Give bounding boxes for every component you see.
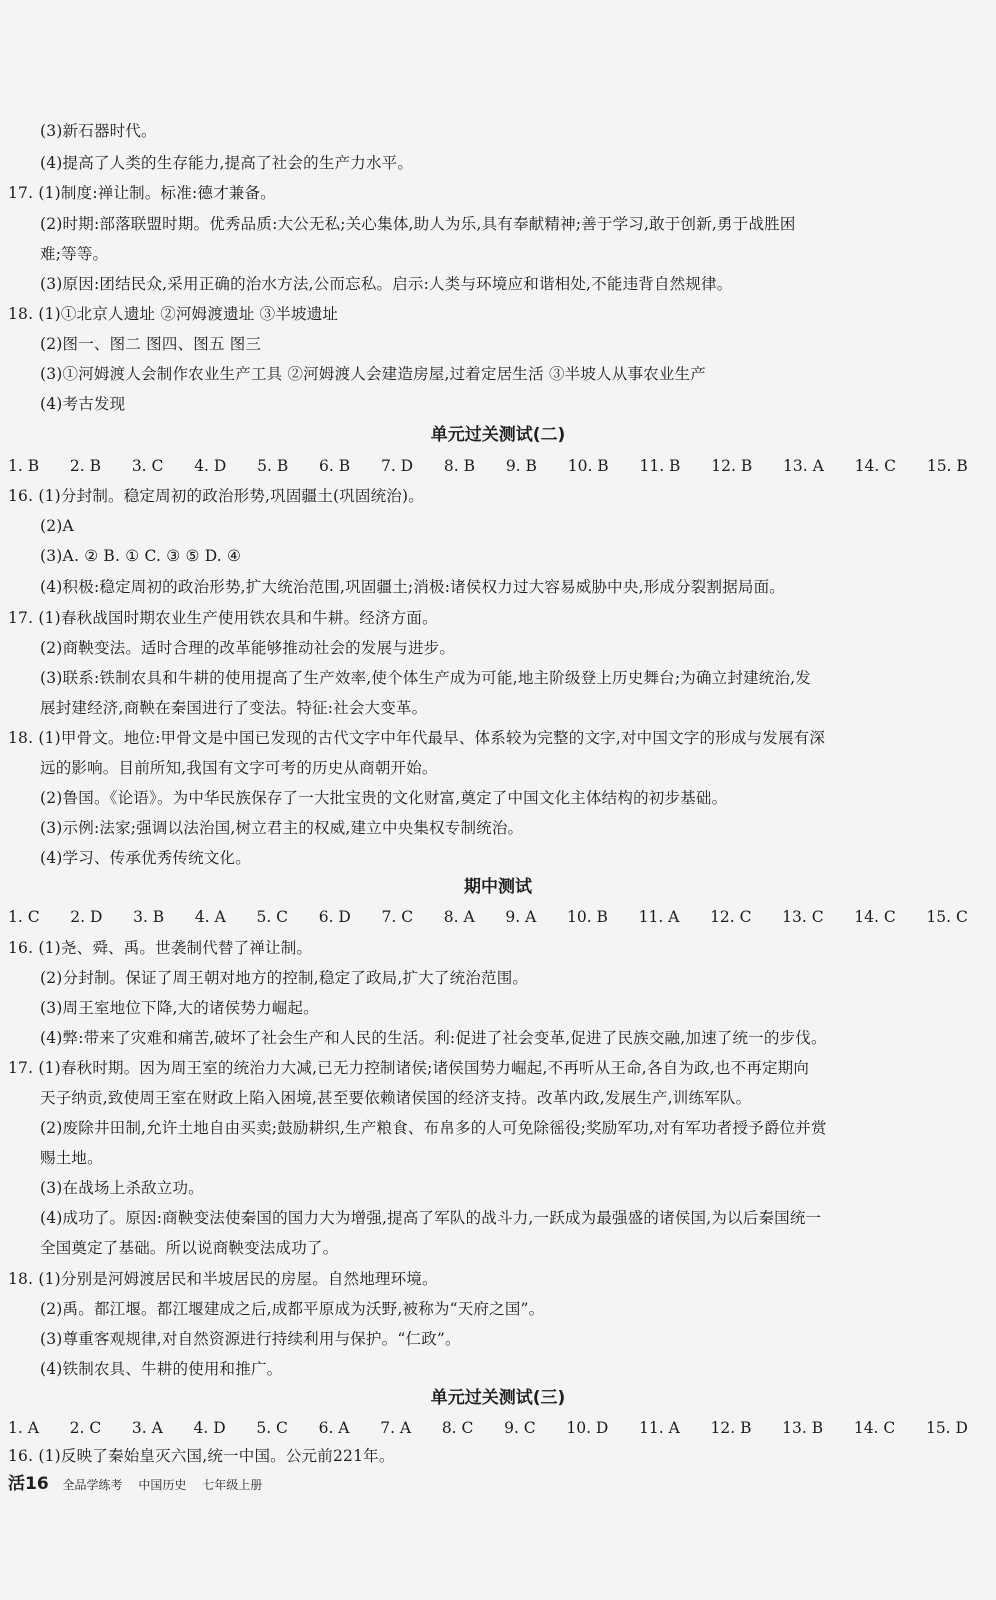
choice-answer: 12. C bbox=[710, 908, 752, 926]
answer-line: (4)成功了。原因:商鞅变法使秦国的国力大为增强,提高了军队的战斗力,一跃成为最强盛的诸侯国,为以后秦国统一 bbox=[40, 1209, 822, 1227]
book-subject: 中国历史 bbox=[138, 1478, 187, 1492]
choice-answer: 15. B bbox=[926, 457, 968, 475]
answer-line: (3)周王室地位下降,大的诸侯势力崛起。 bbox=[40, 999, 319, 1017]
choice-answer: 10. B bbox=[566, 908, 608, 926]
choice-answer: 4. D bbox=[193, 1419, 226, 1437]
answer-line: (4)弊:带来了灾难和痛苦,破坏了社会生产和人民的生活。利:促进了社会变革,促进了民族交融,加速了统一的步伐。 bbox=[40, 1029, 827, 1047]
answer-line: (2)图一、图二 图四、图五 图三 bbox=[40, 335, 262, 353]
choice-answer: 9. C bbox=[504, 1419, 536, 1437]
choice-answer: 2. C bbox=[69, 1419, 102, 1437]
book-grade: 七年级上册 bbox=[202, 1478, 263, 1492]
answer-line: 16. (1)反映了秦始皇灭六国,统一中国。公元前221年。 bbox=[8, 1447, 395, 1465]
answer-line: (3)A. ② B. ① C. ③ ⑤ D. ④ bbox=[40, 547, 242, 565]
choice-answer: 13. A bbox=[783, 457, 824, 475]
choice-answer: 2. D bbox=[70, 908, 103, 926]
answer-line: (2)鲁国。《论语》。为中华民族保存了一大批宝贵的文化财富,奠定了中国文化主体结构的初步基础。 bbox=[40, 789, 728, 807]
choice-answers-unit3 bbox=[8, 1417, 968, 1439]
choice-answer: 4. D bbox=[194, 457, 227, 475]
choice-answer: 7. A bbox=[380, 1419, 412, 1437]
section-title-unit2: 单元过关测试(二) bbox=[430, 425, 566, 445]
choice-answer: 10. B bbox=[567, 457, 609, 475]
choice-answer: 12. B bbox=[711, 457, 753, 475]
choice-answer: 5. C bbox=[256, 1419, 288, 1437]
choice-answer: 3. C bbox=[131, 457, 164, 475]
answer-line: 展封建经济,商鞅在秦国进行了变法。特征:社会大变革。 bbox=[40, 699, 428, 717]
answer-line: (2)废除井田制,允许土地自由买卖;鼓励耕织,生产粮食、布帛多的人可免除徭役;奖励军功,对有军功者授予爵位并赏 bbox=[40, 1119, 827, 1137]
answer-line: 16. (1)尧、舜、禹。世袭制代替了禅让制。 bbox=[8, 939, 313, 957]
page-footer bbox=[8, 1474, 262, 1495]
choice-answer: 14. C bbox=[854, 457, 897, 475]
answer-line: (3)原因:团结民众,采用正确的治水方法,公而忘私。启示:人类与环境应和谐相处,不能违背自然规律。 bbox=[40, 275, 733, 293]
choice-answer: 13. C bbox=[782, 908, 824, 926]
answer-line: 18. (1)分别是河姆渡居民和半坡居民的房屋。自然地理环境。 bbox=[8, 1270, 438, 1288]
answer-line: (4)铁制农具、牛耕的使用和推广。 bbox=[40, 1360, 283, 1378]
choice-answer: 8. A bbox=[443, 908, 475, 926]
answer-line: 赐土地。 bbox=[40, 1149, 103, 1167]
choice-answer: 3. A bbox=[131, 1419, 163, 1437]
answer-line: (3)在战场上杀敌立功。 bbox=[40, 1179, 204, 1197]
choice-answer: 4. A bbox=[194, 908, 226, 926]
answer-line: (2)时期:部落联盟时期。优秀品质:大公无私;关心集体,助人为乐,具有奉献精神;善于学习,敢于创新,勇于战胜困 bbox=[40, 215, 796, 233]
choice-answer: 5. B bbox=[257, 457, 289, 475]
answer-line: (3)示例:法家;强调以法治国,树立君主的权威,建立中央集权专制统治。 bbox=[40, 819, 524, 837]
answer-line: (3)尊重客观规律,对自然资源进行持续利用与保护。“仁政”。 bbox=[40, 1330, 461, 1348]
choice-answer: 5. C bbox=[256, 908, 289, 926]
choice-answer: 11. A bbox=[639, 1419, 680, 1437]
answer-line: 18. (1)甲骨文。地位:甲骨文是中国已发现的古代文字中年代最早、体系较为完整的文字,对中国文字的形成与发展有深 bbox=[8, 729, 826, 747]
answer-line: 难;等等。 bbox=[40, 245, 109, 263]
choice-answer: 6. D bbox=[318, 908, 351, 926]
answer-line: 全国奠定了基础。所以说商鞅变法成功了。 bbox=[40, 1239, 339, 1257]
choice-answer: 9. A bbox=[505, 908, 537, 926]
answer-line: (3)新石器时代。 bbox=[40, 122, 157, 140]
answer-line: 17. (1)制度:禅让制。标准:德才兼备。 bbox=[8, 184, 276, 202]
answer-line: (2)A bbox=[40, 517, 74, 535]
choice-answer: 13. B bbox=[782, 1419, 824, 1437]
answer-line: 17. (1)春秋战国时期农业生产使用铁农具和牛耕。经济方面。 bbox=[8, 609, 438, 627]
choice-answers-unit2 bbox=[8, 455, 968, 477]
answer-line: 16. (1)分封制。稳定周初的政治形势,巩固疆土(巩固统治)。 bbox=[8, 487, 424, 505]
answer-line: (2)商鞅变法。适时合理的改革能够推动社会的发展与进步。 bbox=[40, 639, 456, 657]
section-title-midterm: 期中测试 bbox=[464, 877, 532, 897]
book-series: 全品学练考 bbox=[62, 1478, 123, 1492]
answer-line: (4)考古发现 bbox=[40, 395, 126, 413]
answer-line: 17. (1)春秋时期。因为周王室的统治力大减,已无力控制诸侯;诸侯国势力崛起,不再听从王命,各自为政,也不再定期向 bbox=[8, 1059, 810, 1077]
choice-answer: 2. B bbox=[69, 457, 102, 475]
answer-line: (3)联系:铁制农具和牛耕的使用提高了生产效率,使个体生产成为可能,地主阶级登上历史舞台;为确立封建统治,发 bbox=[40, 669, 811, 687]
choice-answer: 10. D bbox=[566, 1419, 609, 1437]
choice-answers-midterm bbox=[8, 906, 968, 928]
choice-answer: 6. B bbox=[319, 457, 351, 475]
choice-answer: 7. D bbox=[380, 457, 414, 475]
choice-answer: 15. C bbox=[926, 908, 968, 926]
choice-answer: 11. B bbox=[639, 457, 681, 475]
choice-answer: 3. B bbox=[133, 908, 165, 926]
page-number: 活16 bbox=[8, 1474, 49, 1494]
choice-answer: 7. C bbox=[381, 908, 414, 926]
answer-line: 天子纳贡,致使周王室在财政上陷入困境,甚至要依赖诸侯国的经济支持。改革内政,发展生产,训练军队。 bbox=[40, 1089, 752, 1107]
answer-line: 18. (1)①北京人遗址 ②河姆渡遗址 ③半坡遗址 bbox=[8, 305, 339, 323]
section-title-unit3: 单元过关测试(三) bbox=[430, 1388, 566, 1408]
answer-line: 远的影响。目前所知,我国有文字可考的历史从商朝开始。 bbox=[40, 759, 438, 777]
answer-line: (3)①河姆渡人会制作农业生产工具 ②河姆渡人会建造房屋,过着定居生活 ③半坡人从事农业生产 bbox=[40, 365, 706, 383]
choice-answer: 6. A bbox=[318, 1419, 350, 1437]
choice-answer: 1. B bbox=[8, 457, 40, 475]
choice-answer: 8. C bbox=[441, 1419, 474, 1437]
answer-line: (4)提高了人类的生存能力,提高了社会的生产力水平。 bbox=[40, 154, 414, 172]
answer-line: (4)学习、传承优秀传统文化。 bbox=[40, 849, 251, 867]
choice-answer: 1. A bbox=[8, 1419, 39, 1437]
choice-answer: 1. C bbox=[8, 908, 40, 926]
choice-answer: 8. B bbox=[443, 457, 476, 475]
choice-answer: 14. C bbox=[853, 1419, 896, 1437]
choice-answer: 15. D bbox=[925, 1419, 968, 1437]
choice-answer: 12. B bbox=[710, 1419, 752, 1437]
choice-answer: 14. C bbox=[854, 908, 896, 926]
choice-answer: 9. B bbox=[505, 457, 537, 475]
answer-line: (2)禹。都江堰。都江堰建成之后,成都平原成为沃野,被称为“天府之国”。 bbox=[40, 1300, 545, 1318]
answer-line: (4)积极:稳定周初的政治形势,扩大统治范围,巩固疆土;消极:诸侯权力过大容易威胁中央,形成分裂割据局面。 bbox=[40, 578, 786, 596]
answer-line: (2)分封制。保证了周王朝对地方的控制,稳定了政局,扩大了统治范围。 bbox=[40, 969, 529, 987]
choice-answer: 11. A bbox=[638, 908, 680, 926]
